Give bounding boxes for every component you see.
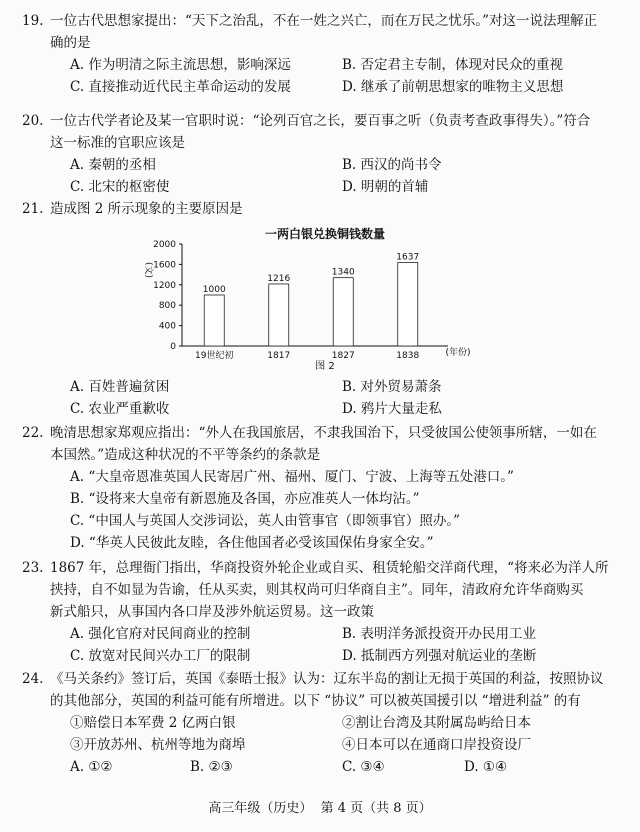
chart-x-axis-label: (年份) [445,348,471,358]
bar [269,284,289,346]
chart-y-axis [153,240,182,352]
y-tick-label: 1200 [153,280,176,291]
bar [204,295,224,346]
option-c: C. “中国人与英国人交涉词讼，英人由管事官（即领事官）照办。” [70,513,460,529]
stem-line: 挟持，自不如显为告谕，任从买卖，则其权尚可归华商自主”。同年，清政府允许华商购买 [50,582,584,598]
y-tick-label: 2000 [153,240,176,250]
option-d: D. 抵制西方列强对航运业的垄断 [342,648,537,664]
bar-value-label: 1216 [267,273,291,284]
stem-line: 本国然。”造成这种状况的不平等条约的条款是 [50,447,321,463]
chart-bars [203,253,419,346]
bar-value-label: 1000 [202,285,226,295]
option-d: D. “华英人民彼此友睦，各住他国者必受该国保佑身家全安。” [70,535,434,551]
item-1: ①赔偿日本军费 2 亿两白银 [70,715,236,731]
question-21-options [22,376,622,420]
stem-line: 的其他部分，英国的利益可能有所增进。以下 “协议” 可以被英国援引以 “增进利益” 的有 [50,693,581,709]
question-20 [22,110,622,198]
option-b: B. 西汉的尚书令 [342,157,442,173]
question-24 [22,668,622,778]
item-4: ④日本可以在通商口岸投资设厂 [342,737,531,753]
question-22 [22,422,622,554]
y-tick-label: 800 [158,301,176,312]
item-2: ②割让台湾及其附属岛屿给日本 [342,715,531,731]
x-tick-label: 1817 [267,351,291,361]
bar [398,263,418,346]
stem-line: 晚清思想家郑观应指出：“外人在我国旅居，不隶我国治下，只受彼国公使领事所辖，一如在 [50,425,597,441]
question-19 [22,10,622,98]
option-a: A. “大皇帝恩准英国人民寄居广州、福州、厦门、宁波、上海等五处港口。” [70,469,514,485]
y-tick-label: 0 [170,342,176,352]
bar-value-label: 1340 [331,267,355,278]
stem-line: 一位古代思想家提出：“天下之治乱，不在一姓之兴亡，而在万民之忧乐。”对这一说法理解正 [50,13,598,29]
options-row [22,623,622,645]
stem-line: 造成图 2 所示现象的主要原因是 [50,201,243,217]
question-number: 19. [22,13,44,29]
option-a: A. 强化官府对民间商业的控制 [70,626,251,642]
x-tick-label: 1827 [331,351,355,361]
silver-copper-exchange-chart [140,222,480,372]
options-row [22,398,622,420]
option-c: C. 北宋的枢密使 [70,179,170,195]
options-row [22,645,622,667]
question-21 [22,198,622,220]
stem-line: 《马关条约》签订后，英国《泰晤士报》认为：辽东半岛的割让无损于英国的利益，按照协议 [50,671,604,687]
options-row [22,54,622,76]
option-b: B. ②③ [190,759,233,775]
question-stem [22,10,622,32]
question-number: 24. [22,671,44,687]
options-row [22,76,622,98]
question-stem [22,422,622,444]
option-d: D. ①④ [464,759,508,775]
option-b: B. 表明洋务派投资开办民用工业 [342,626,537,642]
question-stem [22,110,622,132]
options-row [22,376,622,398]
bar-value-label: 1637 [396,252,420,263]
items-row [22,712,622,734]
page-footer: 高三年级（历史） 第 4 页（共 8 页） [208,801,432,816]
stem-line: 这一标准的官职应该是 [50,135,185,151]
x-tick-label: 19世纪初 [195,351,234,361]
bar [333,278,353,346]
question-number: 23. [22,560,44,576]
x-tick-label: 1838 [396,351,420,361]
option-c: C. 直接推动近代民主革命运动的发展 [70,79,291,95]
chart-title: 一两白银兑换铜钱数量 [264,227,386,241]
option-d: D. 鸦片大量走私 [342,401,442,417]
options-row [22,176,622,198]
chart-y-axis-label: (文) [143,262,153,279]
question-stem [22,198,622,220]
question-23 [22,557,622,667]
question-number: 22. [22,425,44,441]
figure-caption: 图 2 [315,361,335,372]
option-b: B. “设将来大皇帝有新恩施及各国，亦应准英人一体均沾。” [70,491,420,507]
y-tick-label: 400 [158,321,176,332]
option-c: C. ③④ [342,759,385,775]
option-a: A. 秦朝的丞相 [70,157,156,173]
option-a: A. 作为明清之际主流思想，影响深远 [70,57,291,73]
question-stem [22,668,622,690]
options-row [22,756,622,778]
stem-line: 新式船只，从事国内各口岸及涉外航运贸易。这一政策 [50,604,374,620]
option-a: A. 百姓普遍贫困 [70,379,170,395]
question-number: 21. [22,201,44,217]
item-3: ③开放苏州、杭州等地为商埠 [70,737,246,753]
options-row [22,154,622,176]
option-d: D. 继承了前朝思想家的唯物主义思想 [342,79,564,95]
option-d: D. 明朝的首辅 [342,179,429,195]
chart-x-tick-labels [195,349,419,361]
option-c: C. 农业严重歉收 [70,401,170,417]
option-b: B. 否定君主专制，体现对民众的重视 [342,57,564,73]
option-b: B. 对外贸易萧条 [342,379,442,395]
items-row [22,734,622,756]
question-stem [22,557,622,579]
stem-line: 1867 年，总理衙门指出，华商投资外轮企业或自买、租赁轮船交洋商代理，“将来必为洋人所 [50,560,609,576]
stem-line: 确的是 [50,35,91,51]
question-number: 20. [22,113,44,129]
stem-line: 一位古代学者论及某一官职时说：“论列百官之长，要百事之听（负责考查政事得失）。”符合 [50,113,591,129]
option-a: A. ①② [70,759,113,775]
option-c: C. 放宽对民间兴办工厂的限制 [70,648,251,664]
y-tick-label: 1600 [153,260,176,271]
